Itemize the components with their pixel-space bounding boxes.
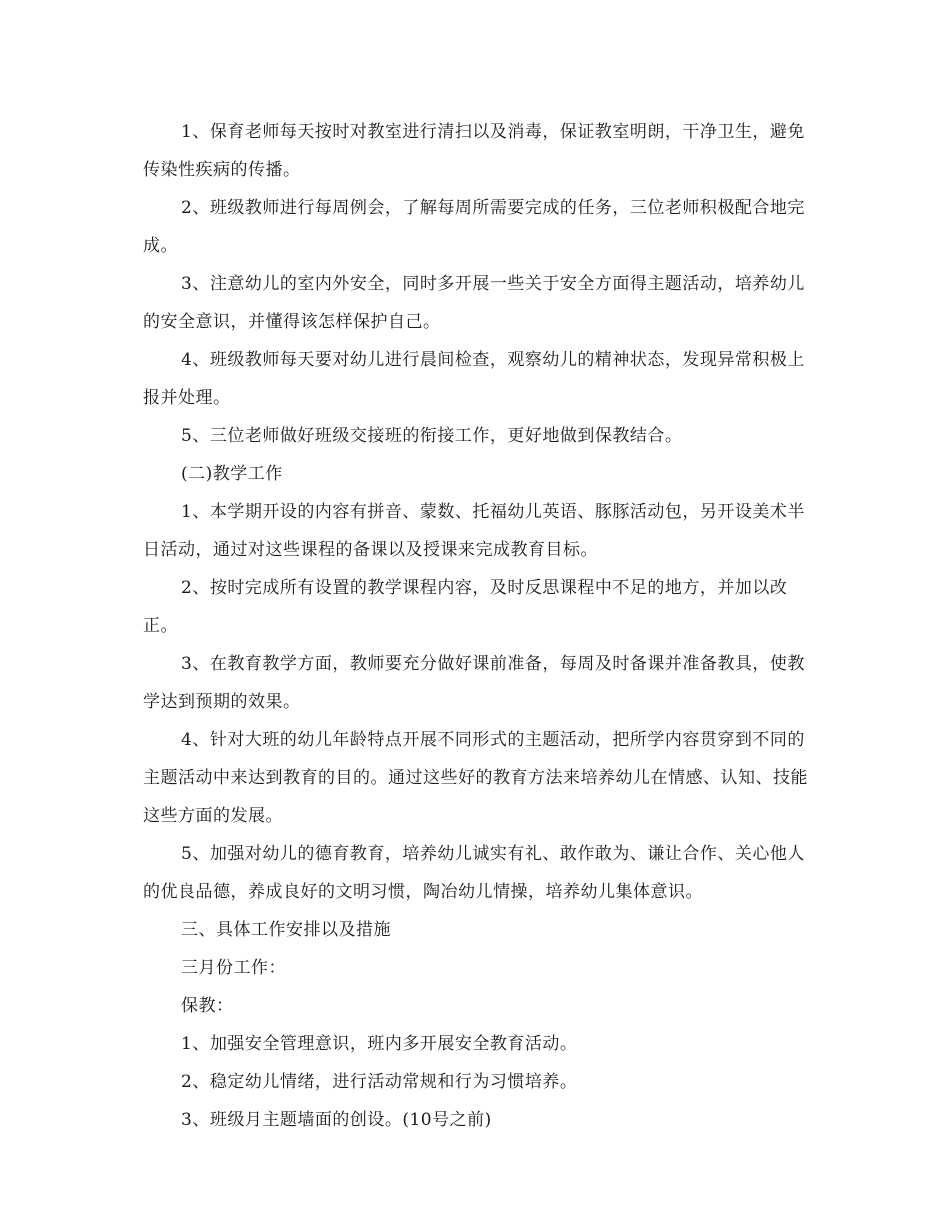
section-heading-teaching: (二)教学工作 [181, 464, 283, 484]
paragraph-teaching-4: 4、针对大班的幼儿年龄特点开展不同形式的主题活动，把所学内容贯穿到不同的主题活动中来达到教育的目的。通过这些好的教育方法来培养幼儿在情感、认知、技能这些方面的发展。 [143, 730, 808, 826]
paragraph-care-3: 3、注意幼儿的室内外安全，同时多开展一些关于安全方面得主题活动，培养幼儿的安全意识，并懂得该怎样保护自己。 [143, 274, 805, 332]
paragraph-march-1: 1、加强安全管理意识，班内多开展安全教育活动。 [181, 1034, 578, 1054]
paragraph-care-1: 1、保育老师每天按时对教室进行清扫以及消毒，保证教室明朗，干净卫生，避免传染性疾病的传播。 [143, 122, 805, 180]
subheading-march-work: 三月份工作： [181, 958, 286, 978]
section-heading-arrangements: 三、具体工作安排以及措施 [181, 920, 391, 940]
document-body [143, 113, 813, 1139]
subheading-care-education: 保教： [181, 996, 234, 1016]
paragraph-teaching-1: 1、本学期开设的内容有拼音、蒙数、托福幼儿英语、豚豚活动包，另开设美术半日活动，通过对这些课程的备课以及授课来完成教育目标。 [143, 502, 805, 560]
paragraph-care-2: 2、班级教师进行每周例会，了解每周所需要完成的任务，三位老师积极配合地完成。 [143, 198, 805, 256]
paragraph-care-4: 4、班级教师每天要对幼儿进行晨间检查，观察幼儿的精神状态，发现异常积极上报并处理。 [143, 350, 805, 408]
paragraph-teaching-2: 2、按时完成所有设置的教学课程内容，及时反思课程中不足的地方，并加以改正。 [143, 578, 788, 636]
paragraph-teaching-5: 5、加强对幼儿的德育教育，培养幼儿诚实有礼、敢作敢为、谦让合作、关心他人的优良品德，养成良好的文明习惯，陶冶幼儿情操，培养幼儿集体意识。 [143, 844, 805, 902]
paragraph-teaching-3: 3、在教育教学方面，教师要充分做好课前准备，每周及时备课并准备教具，使教学达到预期的效果。 [143, 654, 805, 712]
paragraph-march-2: 2、稳定幼儿情绪，进行活动常规和行为习惯培养。 [181, 1072, 578, 1092]
paragraph-care-5: 5、三位老师做好班级交接班的衔接工作，更好地做到保教结合。 [181, 426, 683, 446]
paragraph-march-3: 3、班级月主题墙面的创设。(10号之前) [181, 1110, 492, 1130]
